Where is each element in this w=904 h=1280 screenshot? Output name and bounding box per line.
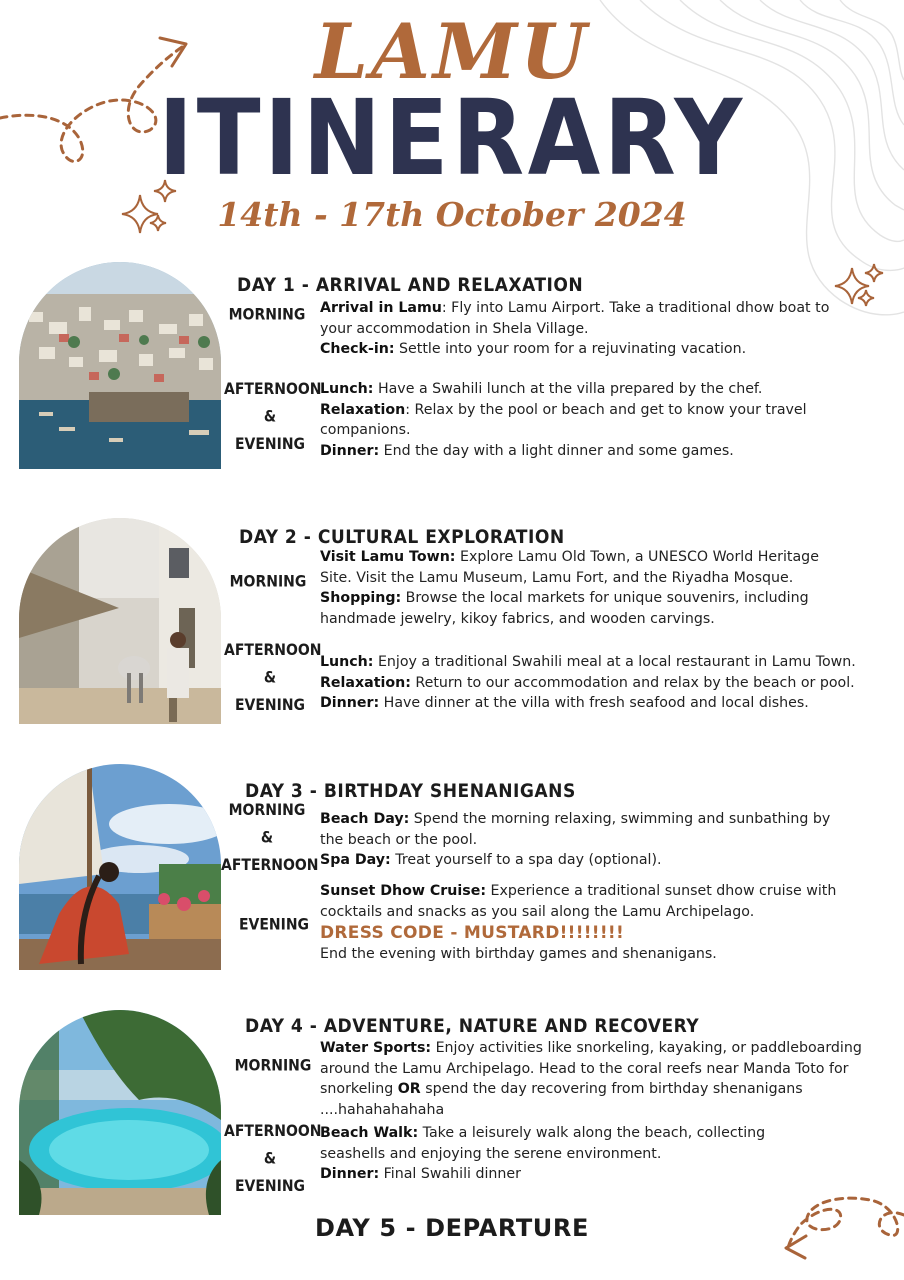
- lamu-old-town-street-photo: [19, 518, 221, 724]
- period-label-afternoon-evening: AFTERNOON & EVENING: [224, 641, 322, 715]
- activity-item: Relaxation: Relax by the pool or beach and get to know your travel companions.: [320, 401, 807, 438]
- day-4-afternoon-block: [320, 1123, 810, 1185]
- turquoise-pool-photo: [19, 1010, 221, 1215]
- day-1-heading: DAY 1 - ARRIVAL AND RELAXATION: [237, 274, 584, 296]
- activity-item: Water Sports: Enjoy activities like snorkeling, kayaking, or paddleboarding around the Lamu Archipelago. Head to the coral reefs near Manda Toto for snorkeling OR spend the day recovering from birthday shenanigans ....hahahahahaha: [320, 1040, 862, 1118]
- period-label-morning: MORNING: [228, 305, 306, 325]
- activity-item: Dinner: Have dinner at the villa with fresh seafood and local dishes.: [320, 695, 809, 711]
- trip-dates: 14th - 17th October 2024: [217, 195, 687, 234]
- period-label-evening: EVENING: [238, 915, 310, 935]
- day-5-departure-heading: DAY 5 - DEPARTURE: [315, 1214, 589, 1242]
- activity-item: Arrival in Lamu: Fly into Lamu Airport. Take a traditional dhow boat to your accommodation in Shela Village.: [320, 300, 830, 337]
- activity-item: Sunset Dhow Cruise: Experience a traditional sunset dhow cruise with cocktails and snacks as you sail along the Lamu Archipelago.: [320, 883, 837, 920]
- title-lamu: LAMU: [314, 7, 590, 96]
- activity-item: Lunch: Have a Swahili lunch at the villa prepared by the chef.: [320, 381, 763, 397]
- day-2-heading: DAY 2 - CULTURAL EXPLORATION: [239, 526, 565, 548]
- activity-item: Check-in: Settle into your room for a rejuvinating vacation.: [320, 341, 747, 357]
- period-label-afternoon-evening: AFTERNOON & EVENING: [224, 380, 322, 454]
- activity-item: Visit Lamu Town: Explore Lamu Old Town, a UNESCO World Heritage Site. Visit the Lamu Museum, Lamu Fort, and the Riyadha Mosque.: [320, 549, 819, 586]
- activity-item: Shopping: Browse the local markets for unique souvenirs, including handmade jewelry, kikoy fabrics, and wooden carvings.: [320, 590, 809, 627]
- period-label-morning: MORNING: [234, 1056, 312, 1076]
- activity-item: Relaxation: Return to our accommodation and relax by the beach or pool.: [320, 674, 855, 691]
- day-1-morning-block: [320, 298, 850, 360]
- dress-code-note: DRESS CODE - MUSTARD!!!!!!!!: [320, 923, 625, 943]
- activity-item: Dinner: Final Swahili dinner: [320, 1166, 521, 1182]
- day-4-morning-block: [320, 1038, 890, 1120]
- day-3-evening-block: [320, 881, 860, 965]
- day-2-afternoon-block: [320, 652, 895, 714]
- day-2-morning-block: [320, 547, 845, 629]
- period-label-morning: MORNING: [229, 572, 307, 592]
- lamu-island-aerial-photo: [19, 262, 221, 469]
- day-1-afternoon-block: [320, 379, 845, 461]
- activity-item: Beach Walk: Take a leisurely walk along the beach, collecting seashells and enjoying the serene environment.: [320, 1125, 766, 1162]
- activity-closing: End the evening with birthday games and shenanigans.: [320, 946, 717, 962]
- day-4-heading: DAY 4 - ADVENTURE, NATURE AND RECOVERY: [245, 1015, 700, 1037]
- period-label-afternoon-evening: AFTERNOON & EVENING: [224, 1122, 322, 1196]
- dhow-sail-woman-photo: [19, 764, 221, 970]
- title-itinerary: ITINERARY: [158, 77, 746, 199]
- activity-item: Spa Day: Treat yourself to a spa day (optional).: [320, 852, 662, 868]
- activity-item: Dinner: End the day with a light dinner and some games.: [320, 442, 734, 459]
- activity-item: Lunch: Enjoy a traditional Swahili meal at a local restaurant in Lamu Town.: [320, 654, 856, 670]
- activity-item: Beach Day: Spend the morning relaxing, swimming and sunbathing by the beach or the pool.: [320, 811, 831, 848]
- period-label-morning-afternoon: MORNING & AFTERNOON: [221, 801, 319, 875]
- day-3-morning-block: [320, 809, 840, 871]
- day-3-heading: DAY 3 - BIRTHDAY SHENANIGANS: [245, 780, 576, 802]
